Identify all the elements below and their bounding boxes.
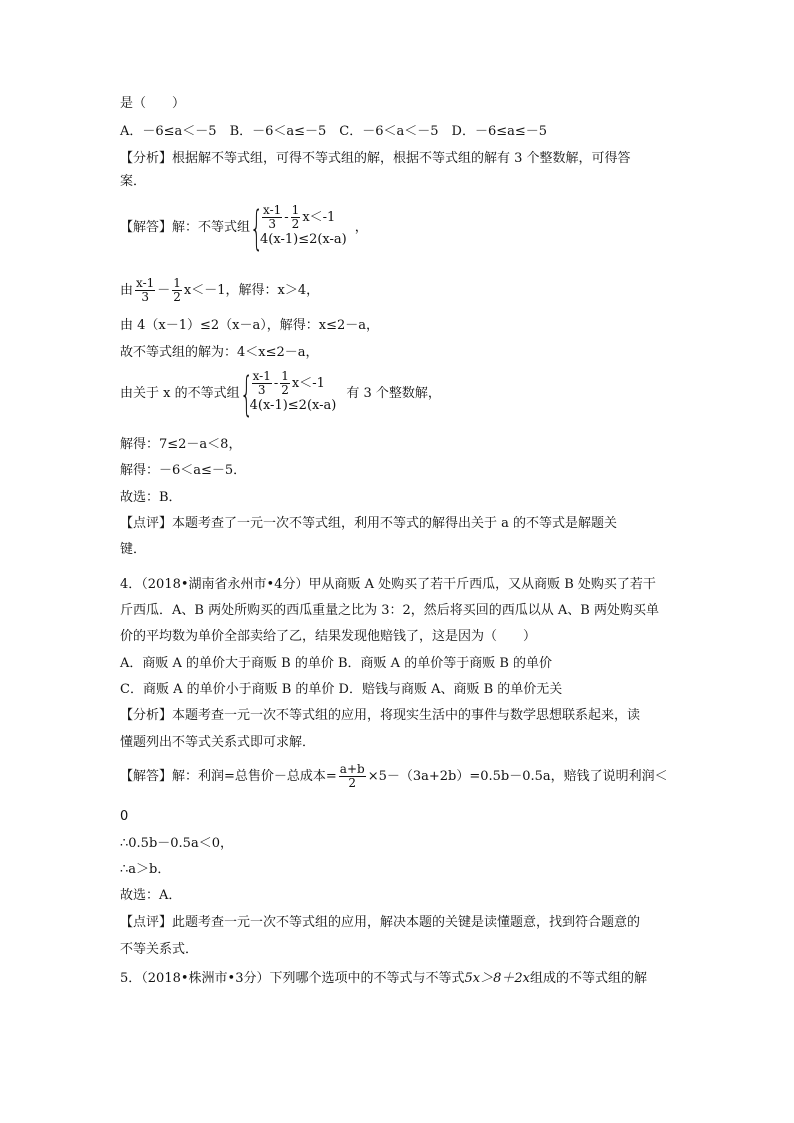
answer-choice-4: 故选：A．: [120, 888, 182, 903]
question-4-line-2: 斤西瓜．A、B 两处所购买的西瓜重量之比为 3：2，然后将买回的西瓜以从 A、B 两处购买单: [120, 603, 659, 618]
question-5-line-1: 5．（2018•株洲市•3分）下列哪个选项中的不等式与不等式5x＞8＋2x组成的不等式组的解: [120, 971, 647, 986]
analysis-4-line-2: 懂题列出不等式关系式即可求解．: [120, 735, 316, 750]
analysis-line-2: 案．: [120, 174, 147, 189]
inequality-system-2: $\frac{x-1}{3}$ - $\frac{1}{2}$ x＜-1 4(x-1)≤2(x-a): [249, 369, 337, 413]
comment-line-2: 键．: [120, 542, 147, 557]
question-4-options-ab: A．商贩 A 的单价大于商贩 B 的单价 B．商贩 A 的单价等于商贩 B 的单价: [120, 656, 553, 671]
comment-line-1: 【点评】本题考查了一元一次不等式组，利用不等式的解得出关于 a 的不等式是解题关: [120, 516, 618, 531]
question-4-line-3: 价的平均数为单价全部卖给了乙，结果发现他赔钱了，这是因为（ ）: [120, 629, 537, 644]
question-4-line-1: 4．（2018•湖南省永州市•4分）甲从商贩 A 处购买了若干斤西瓜，又从商贩 B 处购买了若干: [120, 577, 656, 592]
analysis-4-line-1: 【分析】本题考查一元一次不等式组的应用，将现实生活中的事件与数学思想联系起来，读: [120, 708, 641, 723]
question-3-tail: 是（ ）: [120, 96, 186, 111]
integer-solution-line: 由关于 x 的不等式组 { $\frac{x-1}{3}$ - $\frac{1}{2}$ x＜-1 4(x-1)≤2(x-a) 有 3 个整数解，: [120, 367, 441, 421]
inequality-system: $\frac{x-1}{3}$ - $\frac{1}{2}$ x＜-1 4(x-1)≤2(x-a): [260, 203, 347, 247]
solution-label: 【解答】解：不等式组: [120, 220, 251, 235]
answer-choice: 故选：B．: [120, 490, 182, 505]
solution-4-line: 【解答】解：利润=总售价－总成本= $\frac{a+b}{2}$ ×5－（3a+2b）=0.5b－0.5a，赔钱了说明利润＜: [120, 762, 668, 790]
solution-4-zero: 0: [120, 809, 129, 824]
analysis-line-1: 【分析】根据解不等式组，可得不等式组的解，根据不等式组的解有 3 个整数解，可得答: [120, 151, 631, 166]
solve-range: 解得：7≤2－a＜8，: [120, 437, 242, 452]
question-4-options-cd: C．商贩 A 的单价小于商贩 B 的单价 D．赔钱与商贩 A、商贩 B 的单价无关: [120, 682, 563, 697]
question-3-options: A．－6≤a＜－5 B．－6＜a≤－5 C．－6＜a＜－5 D．－6≤a≤－5: [120, 124, 548, 139]
solve-second-inequality: 由 4（x－1）≤2（x－a），解得：x≤2－a，: [120, 318, 379, 333]
comment-4-line-1: 【点评】此题考查一元一次不等式组的应用，解决本题的关键是读懂题意，找到符合题意的: [120, 915, 641, 930]
solution-4-step-1: ∴0.5b－0.5a＜0，: [120, 836, 233, 851]
system-solution: 故不等式组的解为：4＜x≤2－a，: [120, 345, 319, 360]
solution-4-step-2: ∴a＞b．: [120, 862, 171, 877]
brace-icon: {: [239, 367, 253, 421]
brace-icon: {: [250, 201, 264, 255]
comment-4-line-2: 不等关系式．: [120, 942, 199, 957]
solve-first-inequality: 由 $\frac{x-1}{3}$ － $\frac{1}{2}$ x＜－1，解得：x＞4，: [120, 276, 320, 304]
solution-system-line: 【解答】解：不等式组 { $\frac{x-1}{3}$ - $\frac{1}{2}$ x＜-1 4(x-1)≤2(x-a) ，: [120, 201, 368, 255]
solve-a-range: 解得：－6＜a≤－5．: [120, 463, 247, 478]
